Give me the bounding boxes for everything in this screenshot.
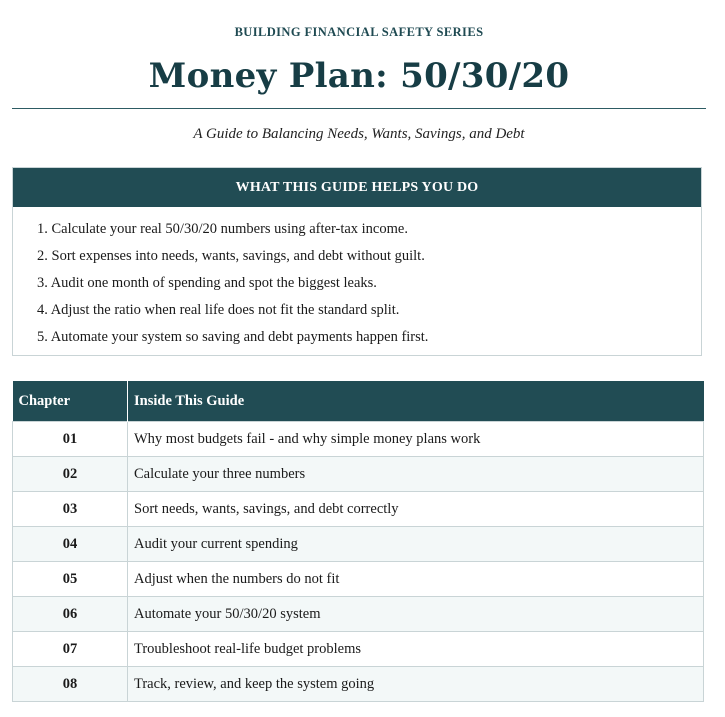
guide-helps-box bbox=[12, 167, 702, 356]
chapter-topic: Sort needs, wants, savings, and debt correctly bbox=[128, 492, 704, 527]
series-label: BUILDING FINANCIAL SAFETY SERIES bbox=[234, 25, 484, 39]
chapter-number: 08 bbox=[13, 667, 128, 702]
title-divider bbox=[12, 108, 706, 109]
chapter-topic: Audit your current spending bbox=[128, 527, 704, 562]
page-title: Money Plan: 50/30/20 bbox=[148, 56, 570, 96]
chapter-number: 03 bbox=[13, 492, 128, 527]
guide-helps-heading: WHAT THIS GUIDE HELPS YOU DO bbox=[13, 168, 701, 207]
topic-column-header: Inside This Guide bbox=[128, 381, 704, 422]
chapter-topic: Automate your 50/30/20 system bbox=[128, 597, 704, 632]
table-row bbox=[13, 527, 704, 562]
chapter-topic: Track, review, and keep the system going bbox=[128, 667, 704, 702]
list-item: 5. Automate your system so saving and debt payments happen first. bbox=[37, 329, 429, 345]
chapter-number: 02 bbox=[13, 457, 128, 492]
chapter-topic: Calculate your three numbers bbox=[128, 457, 704, 492]
table-row bbox=[13, 632, 704, 667]
page-subtitle: A Guide to Balancing Needs, Wants, Savings, and Debt bbox=[193, 126, 525, 142]
guide-helps-list bbox=[13, 207, 701, 353]
list-item: 1. Calculate your real 50/30/20 numbers using after-tax income. bbox=[37, 221, 408, 237]
contents-table bbox=[12, 381, 704, 702]
chapter-number: 01 bbox=[13, 422, 128, 457]
table-header-row bbox=[13, 381, 704, 422]
chapter-number: 04 bbox=[13, 527, 128, 562]
chapter-number: 06 bbox=[13, 597, 128, 632]
table-row bbox=[13, 597, 704, 632]
chapter-number: 07 bbox=[13, 632, 128, 667]
chapter-topic: Adjust when the numbers do not fit bbox=[128, 562, 704, 597]
table-row bbox=[13, 492, 704, 527]
table-row bbox=[13, 422, 704, 457]
table-row bbox=[13, 667, 704, 702]
chapter-topic: Why most budgets fail - and why simple money plans work bbox=[128, 422, 704, 457]
table-row bbox=[13, 562, 704, 597]
table-row bbox=[13, 457, 704, 492]
list-item: 4. Adjust the ratio when real life does not fit the standard split. bbox=[37, 302, 400, 318]
list-item: 3. Audit one month of spending and spot the biggest leaks. bbox=[37, 275, 377, 291]
list-item: 2. Sort expenses into needs, wants, savings, and debt without guilt. bbox=[37, 248, 425, 264]
chapter-topic: Troubleshoot real-life budget problems bbox=[128, 632, 704, 667]
chapter-number: 05 bbox=[13, 562, 128, 597]
chapter-column-header: Chapter bbox=[13, 381, 128, 422]
